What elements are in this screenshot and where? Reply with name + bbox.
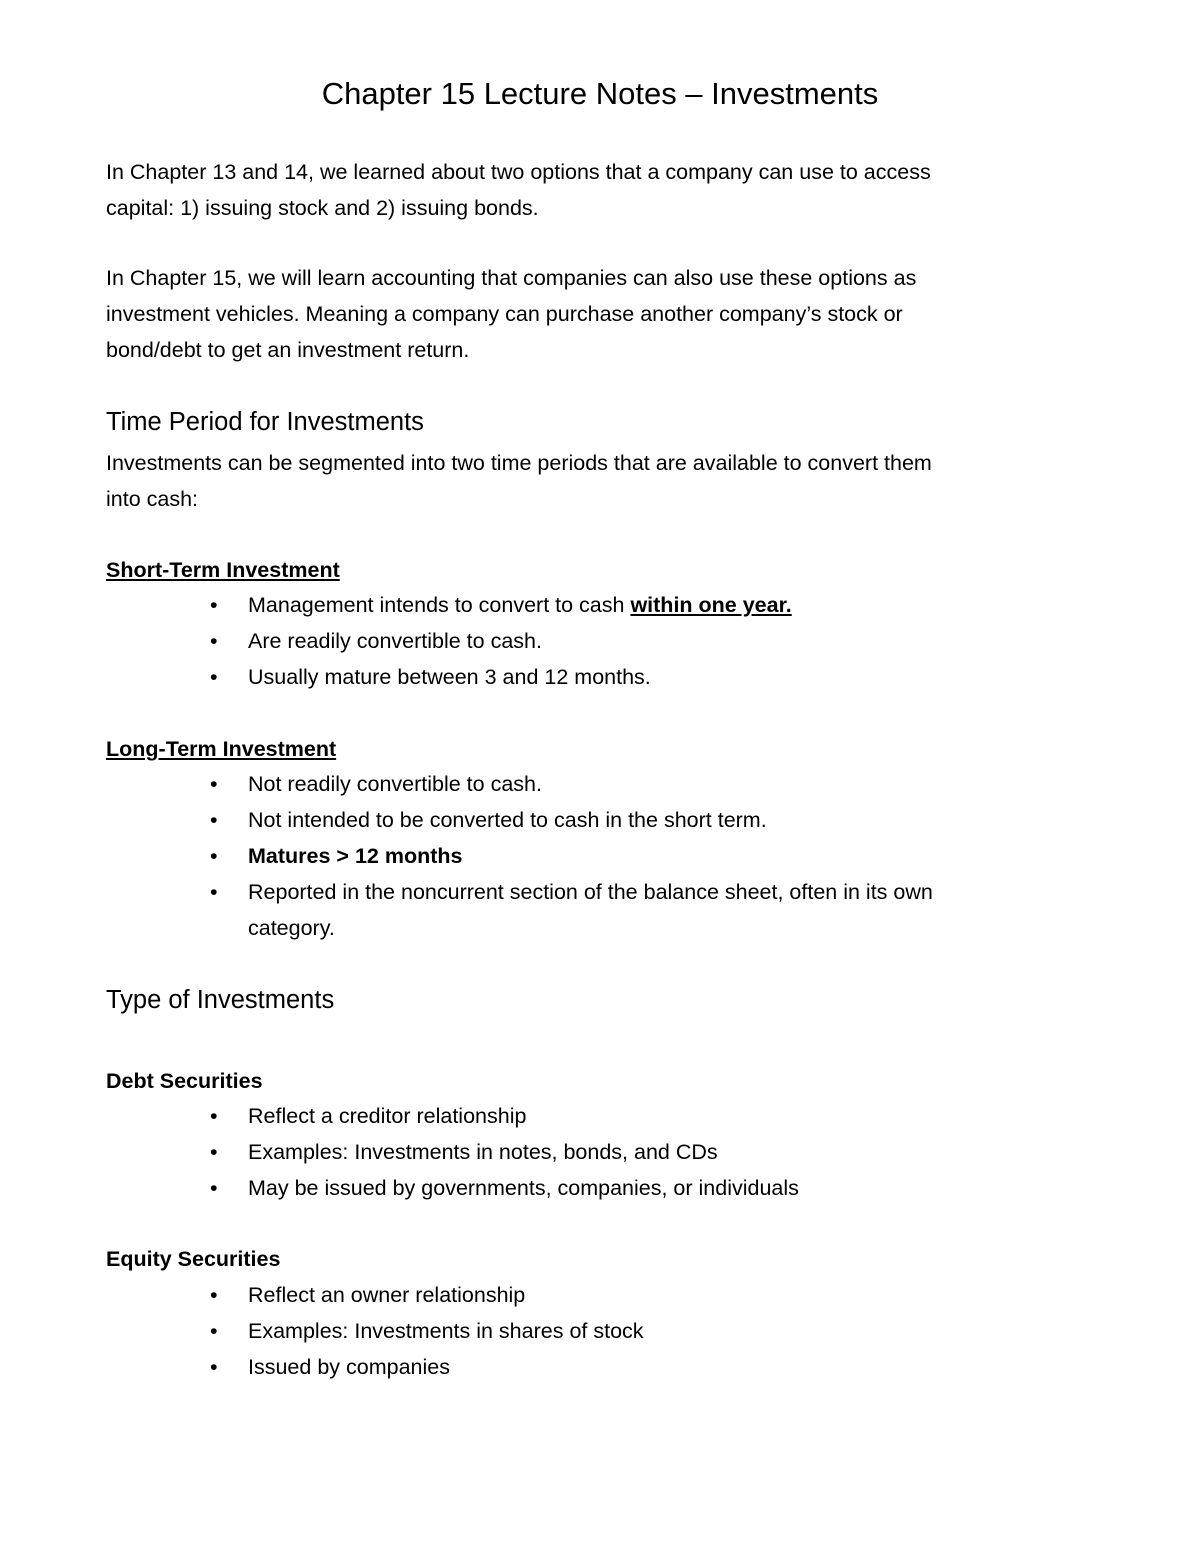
long-term-list — [210, 766, 1090, 946]
intro-paragraph-2 — [106, 260, 1106, 368]
intro-1-line-1: In Chapter 13 and 14, we learned about two options that a company can use to access — [106, 160, 931, 184]
short-term-bullet-1-emphasis: within one year. — [630, 593, 792, 617]
bullet-icon: • — [210, 808, 218, 832]
short-term-bullet-2: Are readily convertible to cash. — [248, 629, 542, 653]
time-period-heading: Time Period for Investments — [106, 408, 424, 436]
list-item — [210, 874, 1090, 946]
equity-bullet-2: Examples: Investments in shares of stock — [248, 1319, 644, 1343]
bullet-icon: • — [210, 665, 218, 689]
list-item — [210, 1277, 1090, 1313]
time-period-line-2: into cash: — [106, 487, 199, 511]
bullet-icon: • — [210, 1355, 218, 1379]
intro-paragraph-1 — [106, 154, 1106, 226]
list-item — [210, 838, 1090, 874]
long-term-bullet-3: Matures > 12 months — [248, 844, 463, 868]
bullet-icon: • — [210, 1104, 218, 1128]
long-term-bullet-2: Not intended to be converted to cash in the short term. — [248, 808, 767, 832]
list-item — [210, 1134, 1090, 1170]
long-term-bullet-1: Not readily convertible to cash. — [248, 772, 542, 796]
equity-list — [210, 1277, 1090, 1385]
bullet-icon: • — [210, 1140, 218, 1164]
long-term-bullet-4-line-2: category. — [248, 916, 335, 940]
intro-1-line-2: capital: 1) issuing stock and 2) issuing bonds. — [106, 196, 539, 220]
long-term-heading: Long-Term Investment — [106, 737, 337, 761]
list-item — [210, 766, 1090, 802]
list-item — [210, 1349, 1090, 1385]
equity-bullet-3: Issued by companies — [248, 1355, 450, 1379]
list-item — [210, 1313, 1090, 1349]
time-period-paragraph — [106, 445, 1106, 517]
debt-bullet-2: Examples: Investments in notes, bonds, and CDs — [248, 1140, 718, 1164]
bullet-icon: • — [210, 880, 218, 904]
intro-2-line-2: investment vehicles. Meaning a company can purchase another company’s stock or — [106, 302, 903, 326]
time-period-line-1: Investments can be segmented into two time periods that are available to convert them — [106, 451, 932, 475]
bullet-icon: • — [210, 1319, 218, 1343]
debt-bullet-1: Reflect a creditor relationship — [248, 1104, 527, 1128]
list-item — [210, 587, 1090, 623]
short-term-heading: Short-Term Investment — [106, 558, 340, 582]
bullet-icon: • — [210, 844, 218, 868]
debt-list — [210, 1098, 1090, 1206]
short-term-list — [210, 587, 1090, 695]
list-item — [210, 659, 1090, 695]
list-item — [210, 1098, 1090, 1134]
bullet-icon: • — [210, 1283, 218, 1307]
debt-heading: Debt Securities — [106, 1069, 263, 1093]
debt-bullet-3: May be issued by governments, companies, or individuals — [248, 1176, 799, 1200]
intro-2-line-1: In Chapter 15, we will learn accounting that companies can also use these options as — [106, 266, 917, 290]
list-item — [210, 623, 1090, 659]
list-item — [210, 802, 1090, 838]
long-term-bullet-4-line-1: Reported in the noncurrent section of the balance sheet, often in its own — [248, 880, 933, 904]
short-term-bullet-3: Usually mature between 3 and 12 months. — [248, 665, 651, 689]
intro-2-line-3: bond/debt to get an investment return. — [106, 338, 470, 362]
equity-heading: Equity Securities — [106, 1247, 281, 1271]
bullet-icon: • — [210, 1176, 218, 1200]
bullet-icon: • — [210, 772, 218, 796]
list-item — [210, 1170, 1090, 1206]
bullet-icon: • — [210, 593, 218, 617]
types-heading: Type of Investments — [106, 986, 335, 1014]
short-term-bullet-1-prefix: Management intends to convert to cash — [248, 593, 631, 617]
page-title: Chapter 15 Lecture Notes – Investments — [321, 76, 879, 111]
bullet-icon: • — [210, 629, 218, 653]
equity-bullet-1: Reflect an owner relationship — [248, 1283, 526, 1307]
